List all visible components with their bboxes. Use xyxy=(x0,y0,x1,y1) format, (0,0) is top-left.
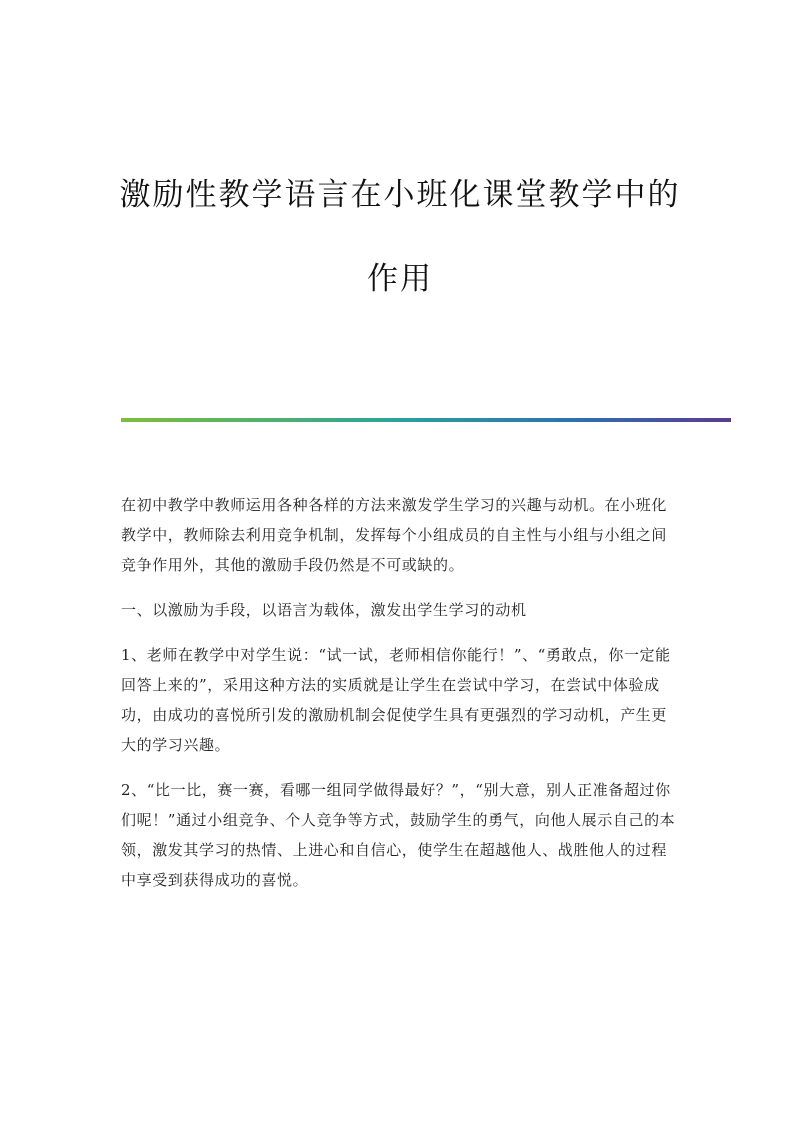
gradient-divider xyxy=(121,418,731,422)
document-body xyxy=(121,490,681,910)
title-line-2: 作用 xyxy=(367,261,433,297)
paragraph-point-1: 1、老师在教学中对学生说：“试一试，老师相信你能行！”、“勇敢点，你一定能回答上来的”，采用这种方法的实质就是让学生在尝试中学习，在尝试中体验成功，由成功的喜悦所引发的激励机制会促使学生具有更强烈的学习动机，产生更大的学习兴趣。 xyxy=(121,646,671,754)
paragraph-intro: 在初中教学中教师运用各种各样的方法来激发学生学习的兴趣与动机。在小班化教学中，教师除去利用竞争机制，发挥每个小组成员的自主性与小组与小组之间竞争作用外，其他的激励手段仍然是不可或缺的。 xyxy=(121,496,668,574)
paragraph-point-2: 2、“比一比，赛一赛，看哪一组同学做得最好？”，“别大意，别人正准备超过你们呢！”通过小组竞争、个人竞争等方式，鼓励学生的勇气，向他人展示自己的本领，激发其学习的热情、上进心和自信心，使学生在超越他人、战胜他人的过程中享受到获得成功的喜悦。 xyxy=(121,781,676,889)
title-line-1: 激励性教学语言在小班化课堂教学中的 xyxy=(119,177,681,213)
section-heading-1: 一、以激励为手段，以语言为载体，激发出学生学习的动机 xyxy=(121,601,527,619)
document-title xyxy=(70,178,730,296)
